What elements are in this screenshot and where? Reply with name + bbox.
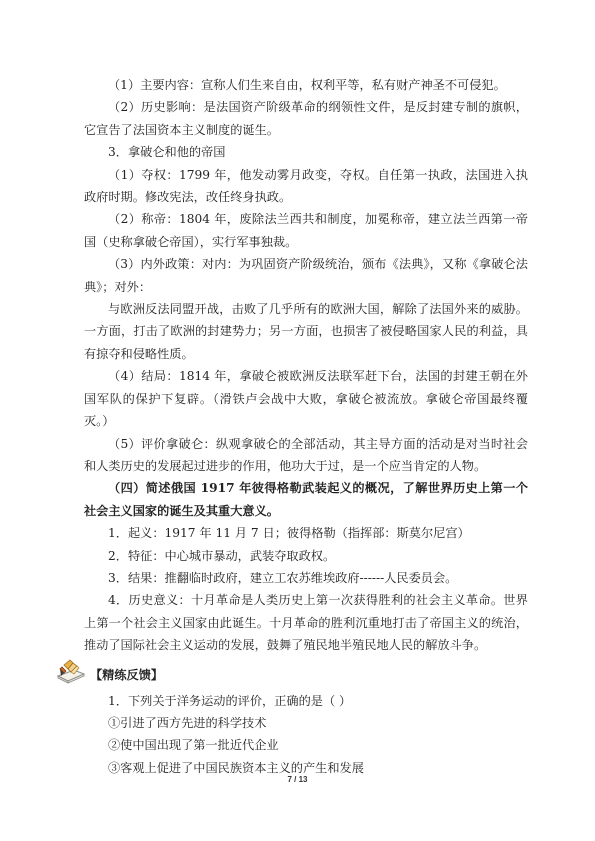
writing-hand-icon (54, 656, 88, 686)
question-option: ②使中国出现了第一批近代企业 (108, 738, 279, 753)
paragraph: 1．起义：1917 年 11 月 7 日；彼得格勒（指挥部：斯莫尔尼宫） (108, 526, 470, 541)
paragraph: 3．结果：推翻临时政府，建立工农苏维埃政府------人民委员会。 (108, 570, 458, 585)
section-heading: 3．拿破仑和他的帝国 (108, 145, 226, 160)
paragraph: 与欧洲反法同盟开战，击败了几乎所有的欧洲大国，解除了法国外来的威胁。一方面，打击了欧洲的封建势力；另一方面，也损害了被侵略国家人民的利益，具有掠夺和侵略性质。 (84, 302, 528, 361)
question-option: ①引进了西方先进的科学技术 (108, 715, 267, 730)
feedback-title: 【精练反馈】 (90, 667, 164, 682)
bold-heading: （四）简述俄国 1917 年彼得格勒武装起义的概况，了解世界历史上第一个社会主义国家的诞生及其重大意义。 (84, 481, 528, 518)
paragraph: （2）称帝：1804 年，废除法兰西共和制度，加冕称帝，建立法兰西第一帝国（史称拿破仑帝国），实行军事独裁。 (84, 212, 528, 249)
question-option: ③客观上促进了中国民族资本主义的产生和发展 (108, 760, 364, 775)
paragraph: （5）评价拿破仑：纵观拿破仑的全部活动，其主导方面的活动是对当时社会和人类历史的发展起过进步的作用，他功大于过，是一个应当肯定的人物。 (84, 436, 528, 473)
paragraph: （4）结局：1814 年，拿破仑被欧洲反法联军赶下台，法国的封建王朝在外国军队的保护下复辟。（滑铁卢会战中大败，拿破仑被流放。拿破仑帝国最终覆灭。） (84, 369, 528, 429)
paragraph: （2）历史影响：是法国资产阶级革命的纲领性文件，是反封建专制的旗帜，它宣告了法国资本主义制度的诞生。 (84, 100, 528, 137)
paragraph: （1）夺权：1799 年，他发动雾月政变，夺权。自任第一执政，法国进入执政府时期。修改宪法，改任终身执政。 (84, 167, 528, 205)
paragraph: 4．历史意义：十月革命是人类历史上第一次获得胜利的社会主义革命。世界上第一个社会主义国家由此诞生。十月革命的胜利沉重地打击了帝国主义的统治，推动了国际社会主义运动的发展，鼓舞了殖民地半殖民地人民的解放斗争。 (84, 593, 528, 653)
page-content (84, 74, 528, 779)
paragraph: （3）内外政策：对内：为巩固资产阶级统治，颁布《法典》，又称《拿破仑法典》；对外： (84, 257, 528, 294)
page-number: 7 / 13 (287, 775, 308, 784)
paragraph: （1）主要内容：宣称人们生来自由，权利平等，私有财产神圣不可侵犯。 (108, 78, 506, 92)
question-stem: 1．下列关于洋务运动的评价，正确的是（ ） (108, 693, 352, 708)
feedback-header (84, 660, 528, 690)
paragraph: 2．特征：中心城市暴动，武装夺取政权。 (108, 548, 336, 563)
